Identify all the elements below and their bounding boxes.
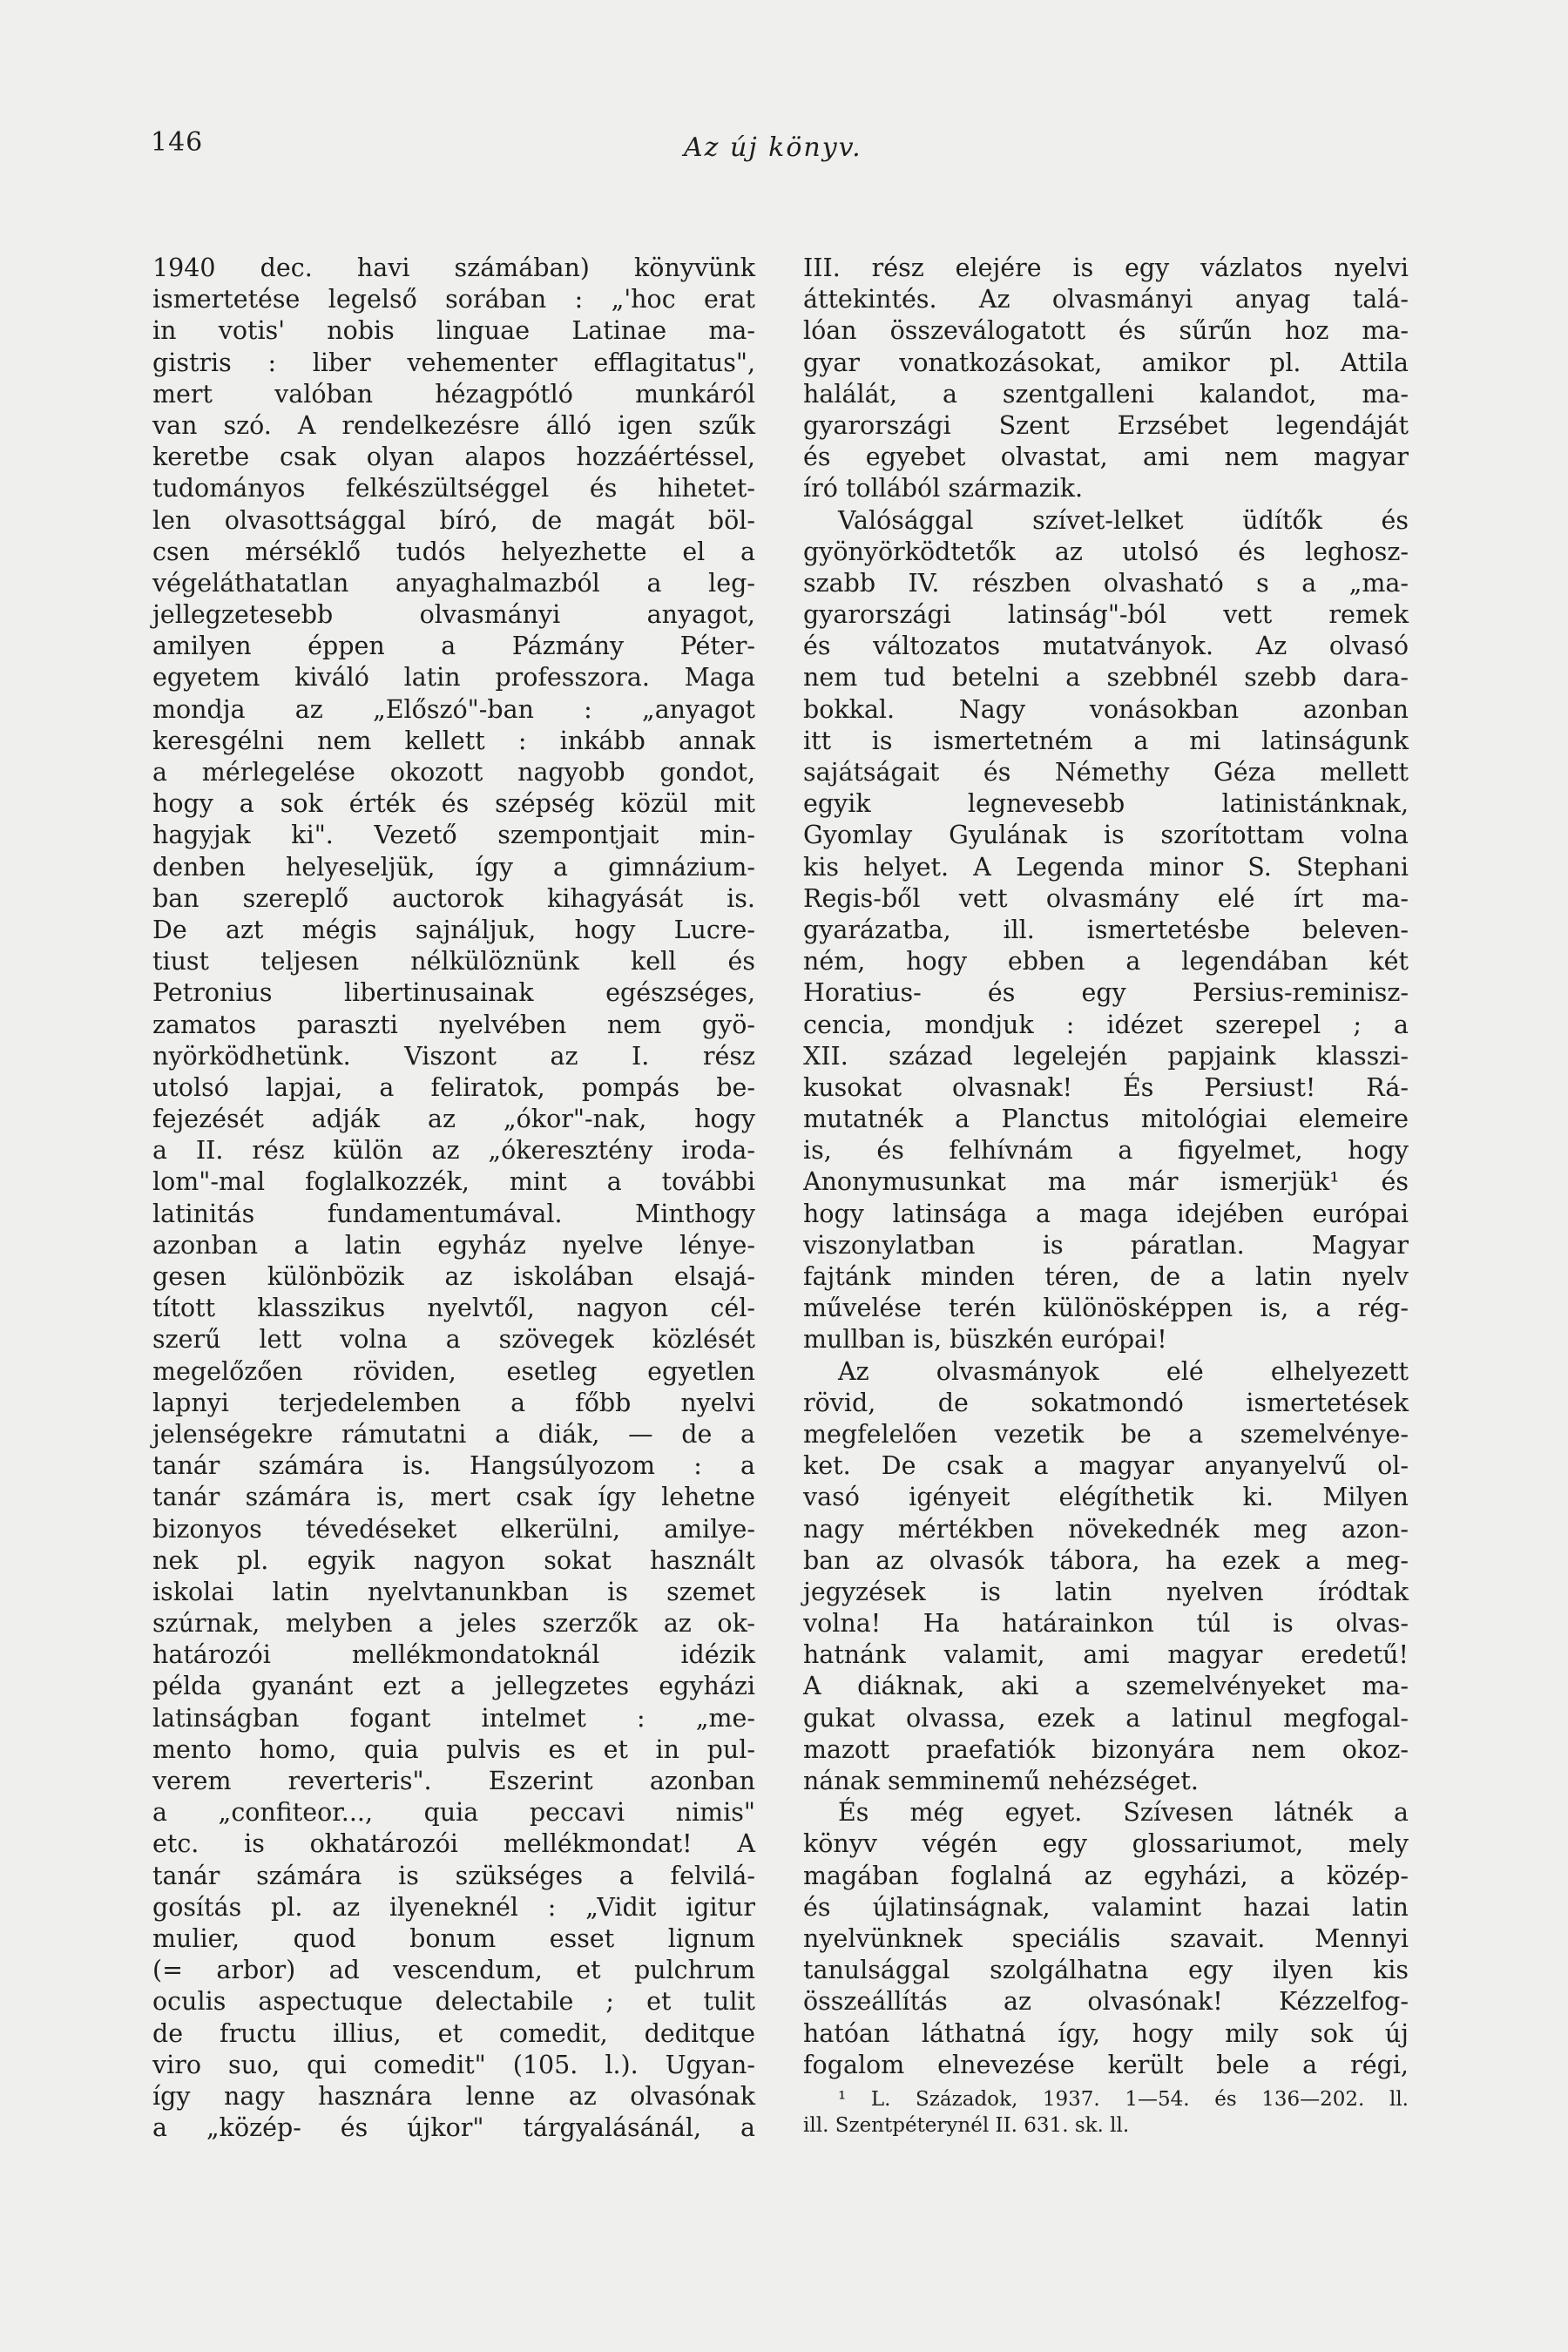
text-line: szerű lett volna a szövegek közlését — [152, 1325, 755, 1355]
text-line: gukat olvassa, ezek a latinul megfogal- — [803, 1703, 1409, 1733]
text-line: jelenségekre rámutatni a diák, — de a — [152, 1419, 755, 1449]
text-line: De azt mégis sajnáljuk, hogy Lucre- — [152, 915, 755, 944]
text-line: Anonymusunkat ma már ismerjük¹ és — [803, 1167, 1409, 1197]
text-line: iskolai latin nyelvtanunkban is szemet — [152, 1577, 755, 1606]
text-line: bizonyos tévedéseket elkerülni, amilye- — [152, 1514, 755, 1544]
text-line: 1940 dec. havi számában) könyvünk — [152, 253, 755, 282]
text-line: viszonylatban is páratlan. Magyar — [803, 1230, 1409, 1260]
text-line: Horatius- és egy Persius-reminisz- — [803, 978, 1409, 1008]
text-line: gesen különbözik az iskolában elsajá- — [152, 1262, 755, 1291]
text-line: rövid, de sokatmondó ismertetések — [803, 1388, 1409, 1417]
text-line: gyar vonatkozásokat, amikor pl. Attila — [803, 348, 1409, 377]
text-line: cencia, mondjuk : idézet szerepel ; a — [803, 1010, 1409, 1039]
text-line: mert valóban hézagpótló munkáról — [152, 379, 755, 409]
text-line: művelése terén különösképpen is, a rég- — [803, 1294, 1409, 1323]
running-title: Az új könyv. — [684, 132, 862, 163]
text-line: XII. század legelején papjaink klasszi- — [803, 1041, 1409, 1071]
text-line: könyv végén egy glossariumot, mely — [803, 1829, 1409, 1859]
text-line: denben helyeseljük, így a gimnázium- — [152, 852, 755, 882]
text-line: szúrnak, melyben a jeles szerzők az ok- — [152, 1609, 755, 1639]
text-line: len olvasottsággal bíró, de magát böl- — [152, 505, 755, 535]
text-line: jellegzetesebb olvasmányi anyagot, — [152, 600, 755, 630]
text-line: nyörködhetünk. Viszont az I. rész — [152, 1041, 755, 1071]
text-line: Az olvasmányok elé elhelyezett — [838, 1356, 1409, 1386]
text-line: hogy a sok érték és szépség közül mit — [152, 789, 755, 819]
text-line: fajtánk minden téren, de a latin nyelv — [803, 1262, 1409, 1291]
text-line: tanár számára is. Hangsúlyozom : a — [152, 1451, 755, 1481]
right-column — [803, 253, 1409, 2139]
text-line: és változatos mutatványok. Az olvasó — [803, 632, 1409, 661]
text-line: is, és felhívnám a figyelmet, hogy — [803, 1136, 1409, 1166]
text-line: nának semminemű nehézséget. — [803, 1767, 1199, 1795]
text-line: oculis aspectuque delectabile ; et tulit — [152, 1987, 755, 2017]
text-line: III. rész elejére is egy vázlatos nyelvi — [803, 253, 1409, 282]
text-line: a „közép- és újkor" tárgyalásánál, a — [152, 2113, 755, 2143]
text-line: volna! Ha határainkon túl is olvas- — [803, 1609, 1409, 1639]
text-line: de fructu illius, et comedit, deditque — [152, 2018, 755, 2048]
text-line: tiust teljesen nélkülöznünk kell és — [152, 947, 755, 977]
text-line: összeállítás az olvasónak! Kézzelfog- — [803, 1987, 1409, 2017]
text-line: mulier, quod bonum esset lignum — [152, 1923, 755, 1953]
left-column — [152, 253, 755, 2144]
text-line: gyarországi Szent Erzsébet legendáját — [803, 410, 1409, 440]
text-line: utolsó lapjai, a feliratok, pompás be- — [152, 1072, 755, 1102]
text-line: lom"-mal foglalkozzék, mint a további — [152, 1167, 755, 1197]
text-line: egyik legnevesebb latinistánknak, — [803, 789, 1409, 819]
text-line: mento homo, quia pulvis es et in pul- — [152, 1734, 755, 1764]
text-line: sajátságait és Némethy Géza mellett — [803, 758, 1409, 787]
text-line: így nagy hasznára lenne az olvasónak — [152, 2081, 755, 2111]
text-line: Valósággal szívet-lelket üdítők és — [838, 505, 1409, 535]
text-line: fejezését adják az „ókor"-nak, hogy — [152, 1105, 755, 1134]
text-line: hatnánk valamit, ami magyar eredetű! — [803, 1640, 1409, 1670]
text-line: mullban is, büszkén európai! — [803, 1325, 1167, 1355]
text-line: határozói mellékmondatoknál idézik — [152, 1640, 755, 1670]
text-line: a „confiteor..., quia peccavi nimis" — [152, 1798, 755, 1828]
text-line: vasó igényeit elégíthetik ki. Milyen — [803, 1483, 1409, 1512]
text-line: nyelvünknek speciális szavait. Mennyi — [803, 1923, 1409, 1953]
text-line: verem reverteris". Eszerint azonban — [152, 1767, 755, 1795]
text-line: keresgélni nem kellett : inkább annak — [152, 726, 755, 755]
text-line: megelőzően röviden, esetleg egyetlen — [152, 1356, 755, 1386]
text-line: gistris : liber vehementer efflagitatus", — [152, 348, 755, 377]
text-line: itt is ismertetném a mi latinságunk — [803, 726, 1409, 755]
text-line: magában foglalná az egyházi, a közép- — [803, 1861, 1409, 1890]
text-line: ban szereplő auctorok kihagyását is. — [152, 883, 755, 913]
text-line: mazott praefatiók bizonyára nem okoz- — [803, 1734, 1409, 1764]
text-line: hogy latinsága a maga idejében európai — [803, 1199, 1409, 1228]
text-line: csen mérséklő tudós helyezhette el a — [152, 537, 755, 566]
text-line: Petronius libertinusainak egészséges, — [152, 978, 755, 1008]
text-line: gyönyörködtetők az utolsó és leghosz- — [803, 537, 1409, 566]
text-line: és újlatinságnak, valamint hazai latin — [803, 1892, 1409, 1922]
text-line: hatóan láthatná így, hogy mily sok új — [803, 2018, 1409, 2048]
text-line: végeláthatatlan anyaghalmazból a leg- — [152, 568, 755, 598]
text-line: etc. is okhatározói mellékmondat! A — [152, 1829, 755, 1859]
text-line: ismertetése legelső sorában : „'hoc erat — [152, 285, 755, 314]
text-line: jegyzések is latin nyelven íródtak — [803, 1577, 1409, 1606]
text-line: a mérlegelése okozott nagyobb gondot, — [152, 758, 755, 787]
footnote-line: ill. Szentpéterynél II. 631. sk. ll. — [803, 2113, 1130, 2137]
page-number: 146 — [151, 127, 204, 158]
text-line: tanulsággal szolgálhatna egy ilyen kis — [803, 1956, 1409, 1985]
text-line: Regis-ből vett olvasmány elé írt ma- — [803, 883, 1409, 913]
text-line: bokkal. Nagy vonásokban azonban — [803, 694, 1409, 724]
text-line: a II. rész külön az „ókeresztény iroda- — [152, 1136, 755, 1166]
text-line: gosítás pl. az ilyeneknél : „Vidit igitur — [152, 1892, 755, 1922]
text-line: (= arbor) ad vescendum, et pulchrum — [152, 1956, 755, 1985]
text-line: nem tud betelni a szebbnél szebb dara- — [803, 663, 1409, 693]
text-line: szabb IV. részben olvasható s a „ma- — [803, 568, 1409, 598]
text-line: egyetem kiváló latin professzora. Maga — [152, 663, 755, 693]
text-line: nagy mértékben növekednék meg azon- — [803, 1514, 1409, 1544]
text-line: in votis' nobis linguae Latinae ma- — [152, 316, 755, 346]
text-line: mondja az „Előszó"-ban : „anyagot — [152, 694, 755, 724]
text-line: fogalom elnevezése került bele a régi, — [803, 2050, 1409, 2079]
text-line: keretbe csak olyan alapos hozzáértéssel, — [152, 443, 755, 472]
text-line: kis helyet. A Legenda minor S. Stephani — [803, 852, 1409, 882]
text-line: lóan összeválogatott és sűrűn hoz ma- — [803, 316, 1409, 346]
text-line: megfelelően vezetik be a szemelvénye- — [803, 1419, 1409, 1449]
text-line: tított klasszikus nyelvtől, nagyon cél- — [152, 1294, 755, 1323]
text-line: És még egyet. Szívesen látnék a — [838, 1798, 1409, 1828]
text-line: áttekintés. Az olvasmányi anyag talá- — [803, 285, 1409, 314]
text-line: gyarázatba, ill. ismertetésbe beleven- — [803, 915, 1409, 944]
text-line: példa gyanánt ezt a jellegzetes egyházi — [152, 1672, 755, 1701]
text-line: van szó. A rendelkezésre álló igen szűk — [152, 410, 755, 440]
text-line: ném, hogy ebben a legendában két — [803, 947, 1409, 977]
text-line: ban az olvasók tábora, ha ezek a meg- — [803, 1545, 1409, 1575]
text-line: nek pl. egyik nagyon sokat használt — [152, 1545, 755, 1575]
text-line: amilyen éppen a Pázmány Péter- — [152, 632, 755, 661]
text-line: író tollából származik. — [803, 474, 1084, 504]
text-line: zamatos paraszti nyelvében nem gyö- — [152, 1010, 755, 1039]
text-line: ket. De csak a magyar anyanyelvű ol- — [803, 1451, 1409, 1481]
text-line: A diáknak, aki a szemelvényeket ma- — [803, 1672, 1409, 1701]
text-line: tudományos felkészültséggel és hihetet- — [152, 474, 755, 504]
text-line: latinitás fundamentumával. Minthogy — [152, 1199, 755, 1228]
text-line: tanár számára is szükséges a felvilá- — [152, 1861, 755, 1890]
text-line: kusokat olvasnak! És Persiust! Rá- — [803, 1072, 1409, 1102]
text-line: Gyomlay Gyulának is szorítottam volna — [803, 821, 1409, 850]
text-line: azonban a latin egyház nyelve lénye- — [152, 1230, 755, 1260]
text-line: és egyebet olvastat, ami nem magyar — [803, 443, 1409, 472]
text-line: halálát, a szentgalleni kalandot, ma- — [803, 379, 1409, 409]
footnote-line: ¹ L. Századok, 1937. 1—54. és 136—202. ll. — [838, 2087, 1409, 2111]
text-line: gyarországi latinság"-ból vett remek — [803, 600, 1409, 630]
text-line: viro suo, qui comedit" (105. l.). Ugyan- — [152, 2050, 755, 2079]
text-line: mutatnék a Planctus mitológiai elemeire — [803, 1105, 1409, 1134]
text-line: lapnyi terjedelemben a főbb nyelvi — [152, 1388, 755, 1417]
text-line: tanár számára is, mert csak így lehetne — [152, 1483, 755, 1512]
text-line: latinságban fogant intelmet : „me- — [152, 1703, 755, 1733]
text-line: hagyjak ki". Vezető szempontjait min- — [152, 821, 755, 850]
